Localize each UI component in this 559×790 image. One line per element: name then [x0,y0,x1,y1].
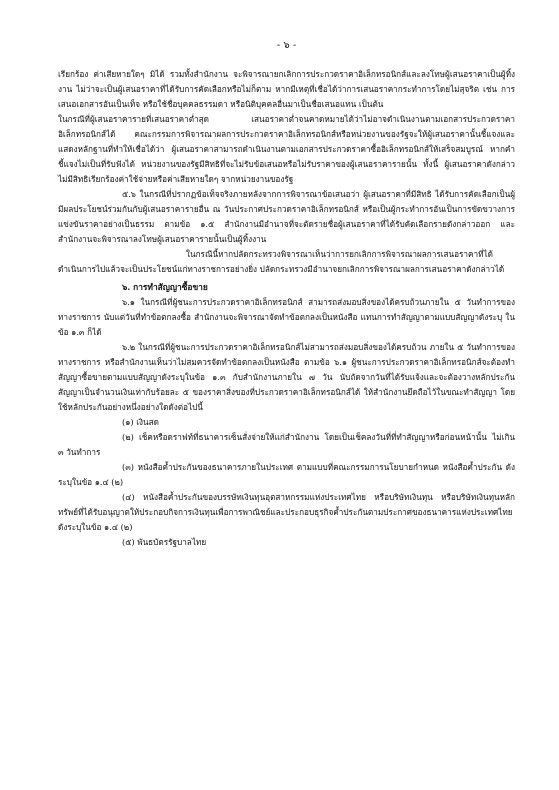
paragraph: ๕.๖ ในกรณีที่ปรากฏข้อเท็จจริงภายหลังจากการพิจารณาข้อเสนอว่า ผู้เสนอราคาที่มีสิทธิ ได้รับการคัดเลือกเป็นผู้มีผลประโยชน์ร่วมกันกับผู้เสนอราคารายอื่น ณ วันประกาศประกวดราคาอิเล็กทรอนิกส์ หรือเป็นผู้กระทำการอันเป็นการขัดขวางการแข่งขันราคาอย่างเป็นธรรม ตามข้อ ๑.๕ สำนักงานมีอำนาจที่จะตัดรายชื่อผู้เสนอราคาที่ได้รับคัดเลือกรายดังกล่าวออก และสำนักงานจะพิจารณาลงโทษผู้เสนอราคารายนั้นเป็นผู้ทิ้งงาน [58,189,515,244]
paragraph: ๖.๑ ในกรณีที่ผู้ชนะการประกวดราคาอิเล็กทรอนิกส์ สามารถส่งมอบสิ่งของได้ครบถ้วนภายใน ๕ วันทำการของทางราชการ นับแต่วันที่ทำข้อตกลงซื้อ สำนักงานจะพิจารณาจัดทำข้อตกลงเป็นหนังสือ แทนการทำสัญญาตามแบบสัญญาดังระบุ ในข้อ ๑.๓ ก็ได้ [58,297,515,337]
paragraph: ๖.๒ ในกรณีที่ผู้ชนะการประกวดราคาอิเล็กทรอนิกส์ไม่สามารถส่งมอบสิ่งของได้ครบถ้วน ภายใน ๕ วันทำการของทางราชการ หรือสำนักงานเห็นว่าไม่สมควรจัดทำข้อตกลงเป็นหนังสือ ตามข้อ ๖.๑ ผู้ชนะการประกวดราคาอิเล็กทรอนิกส์จะต้องทำสัญญาซื้อขายตามแบบสัญญาดังระบุในข้อ ๑.๓ กับสำนักงานภายใน ๗ วัน นับถัดจากวันที่ได้รับแจ้งและจะต้องวางหลักประกันสัญญาเป็นจำนวนเงินเท่ากับร้อยละ ๕ ของราคาสิ่งของที่ประกวดราคาอิเล็กทรอนิกส์ได้ ให้สำนักงานยึดถือไว้ในขณะทำสัญญา โดยใช้หลักประกันอย่างหนึ่งอย่างใดดังต่อไปนี้ [58,342,515,412]
list-item: (๒) เช็คหรือดราฟท์ที่ธนาคารเซ็นสั่งจ่ายให้แก่สำนักงาน โดยเป็นเช็คลงวันที่ที่ทำสัญญาหรือก่อนหน้านั้น ไม่เกิน ๓ วันทำการ [58,432,515,457]
paragraph: เรียกร้อง ค่าเสียหายใดๆ มิได้ รวมทั้งสำนักงาน จะพิจารณายกเลิกการประกวดราคาอิเล็กทรอนิกส์และลงโทษผู้เสนอราคาเป็นผู้ทิ้งงาน ไม่ว่าจะเป็นผู้เสนอราคาที่ได้รับการคัดเลือกหรือไม่ก็ตาม หากมีเหตุที่เชื่อได้ว่าการเสนอราคากระทำการโดยไม่สุจริต เช่น การเสนอเอกสารอันเป็นเท็จ หรือใช้ชื่อบุคคลธรรมดา หรือนิติบุคคลอื่นมาเป็นชื่อเสนอแทน เป็นต้น [58,69,515,109]
list-item: (๔) หนังสือค้ำประกันของบรรษัทเงินทุนอุตสาหกรรมแห่งประเทศไทย หรือบริษัทเงินทุน หรือบริษัทเงินทุนหลักทรัพย์ที่ได้รับอนุญาตให้ประกอบกิจการเงินทุนเพื่อการพาณิชย์และประกอบธุรกิจค้ำประกันตามประกาศของธนาคารแห่งประเทศไทย ดังระบุในข้อ ๑.๔ (๒) [58,492,515,532]
page-number: - ๖ - [276,40,297,51]
list-item: (๑) เงินสด [122,417,159,427]
list-item: (๕) พันธบัตรรัฐบาลไทย [122,537,207,547]
paragraph: ในกรณีที่ผู้เสนอราคารายที่เสนอราคาต่ำสุด เสนอราคาต่ำจนคาดหมายได้ว่าไม่อาจดำเนินงานตามเอกสารประกวดราคาอิเล็กทรอนิกส์ได้ คณะกรรมการพิจารณาผลการประกวดราคาอิเล็กทรอนิกส์หรือหน่วยงานของรัฐจะให้ผู้เสนอราคานั้นชี้แจงและแสดงหลักฐานที่ทำให้เชื่อได้ว่า ผู้เสนอราคาสามารถดำเนินงานตามเอกสารประกวดราคาซื้ออิเล็กทรอนิกส์ให้เสร็จสมบูรณ์ หากคำชี้แจงไม่เป็นที่รับฟังได้ หน่วยงานของรัฐมีสิทธิที่จะไม่รับข้อเสนอหรือไม่รับราคาของผู้เสนอราคารายนั้น ทั้งนี้ ผู้เสนอราคาดังกล่าวไม่มีสิทธิเรียกร้องค่าใช้จ่ายหรือค่าเสียหายใดๆ จากหน่วยงานของรัฐ [58,114,515,184]
document-body [58,67,515,550]
section-heading: ๖. การทำสัญญาซื้อขาย [122,282,208,292]
paragraph: ในกรณีนี้หากปลัดกระทรวงพิจารณาเห็นว่าการยกเลิกการพิจารณาผลการเสนอราคาที่ได้ดำเนินการไปแล้วจะเป็นประโยชน์แก่ทางราชการอย่างยิ่ง ปลัดกระทรวงมีอำนาจยกเลิกการพิจารณาผลการเสนอราคาดังกล่าวได้ [58,249,505,274]
list-item: (๓) หนังสือค้ำประกันของธนาคารภายในประเทศ ตามแบบที่คณะกรรมการนโยบายกำหนด หนังสือค้ำประกัน ดังระบุในข้อ ๑.๔ (๒) [58,462,515,487]
